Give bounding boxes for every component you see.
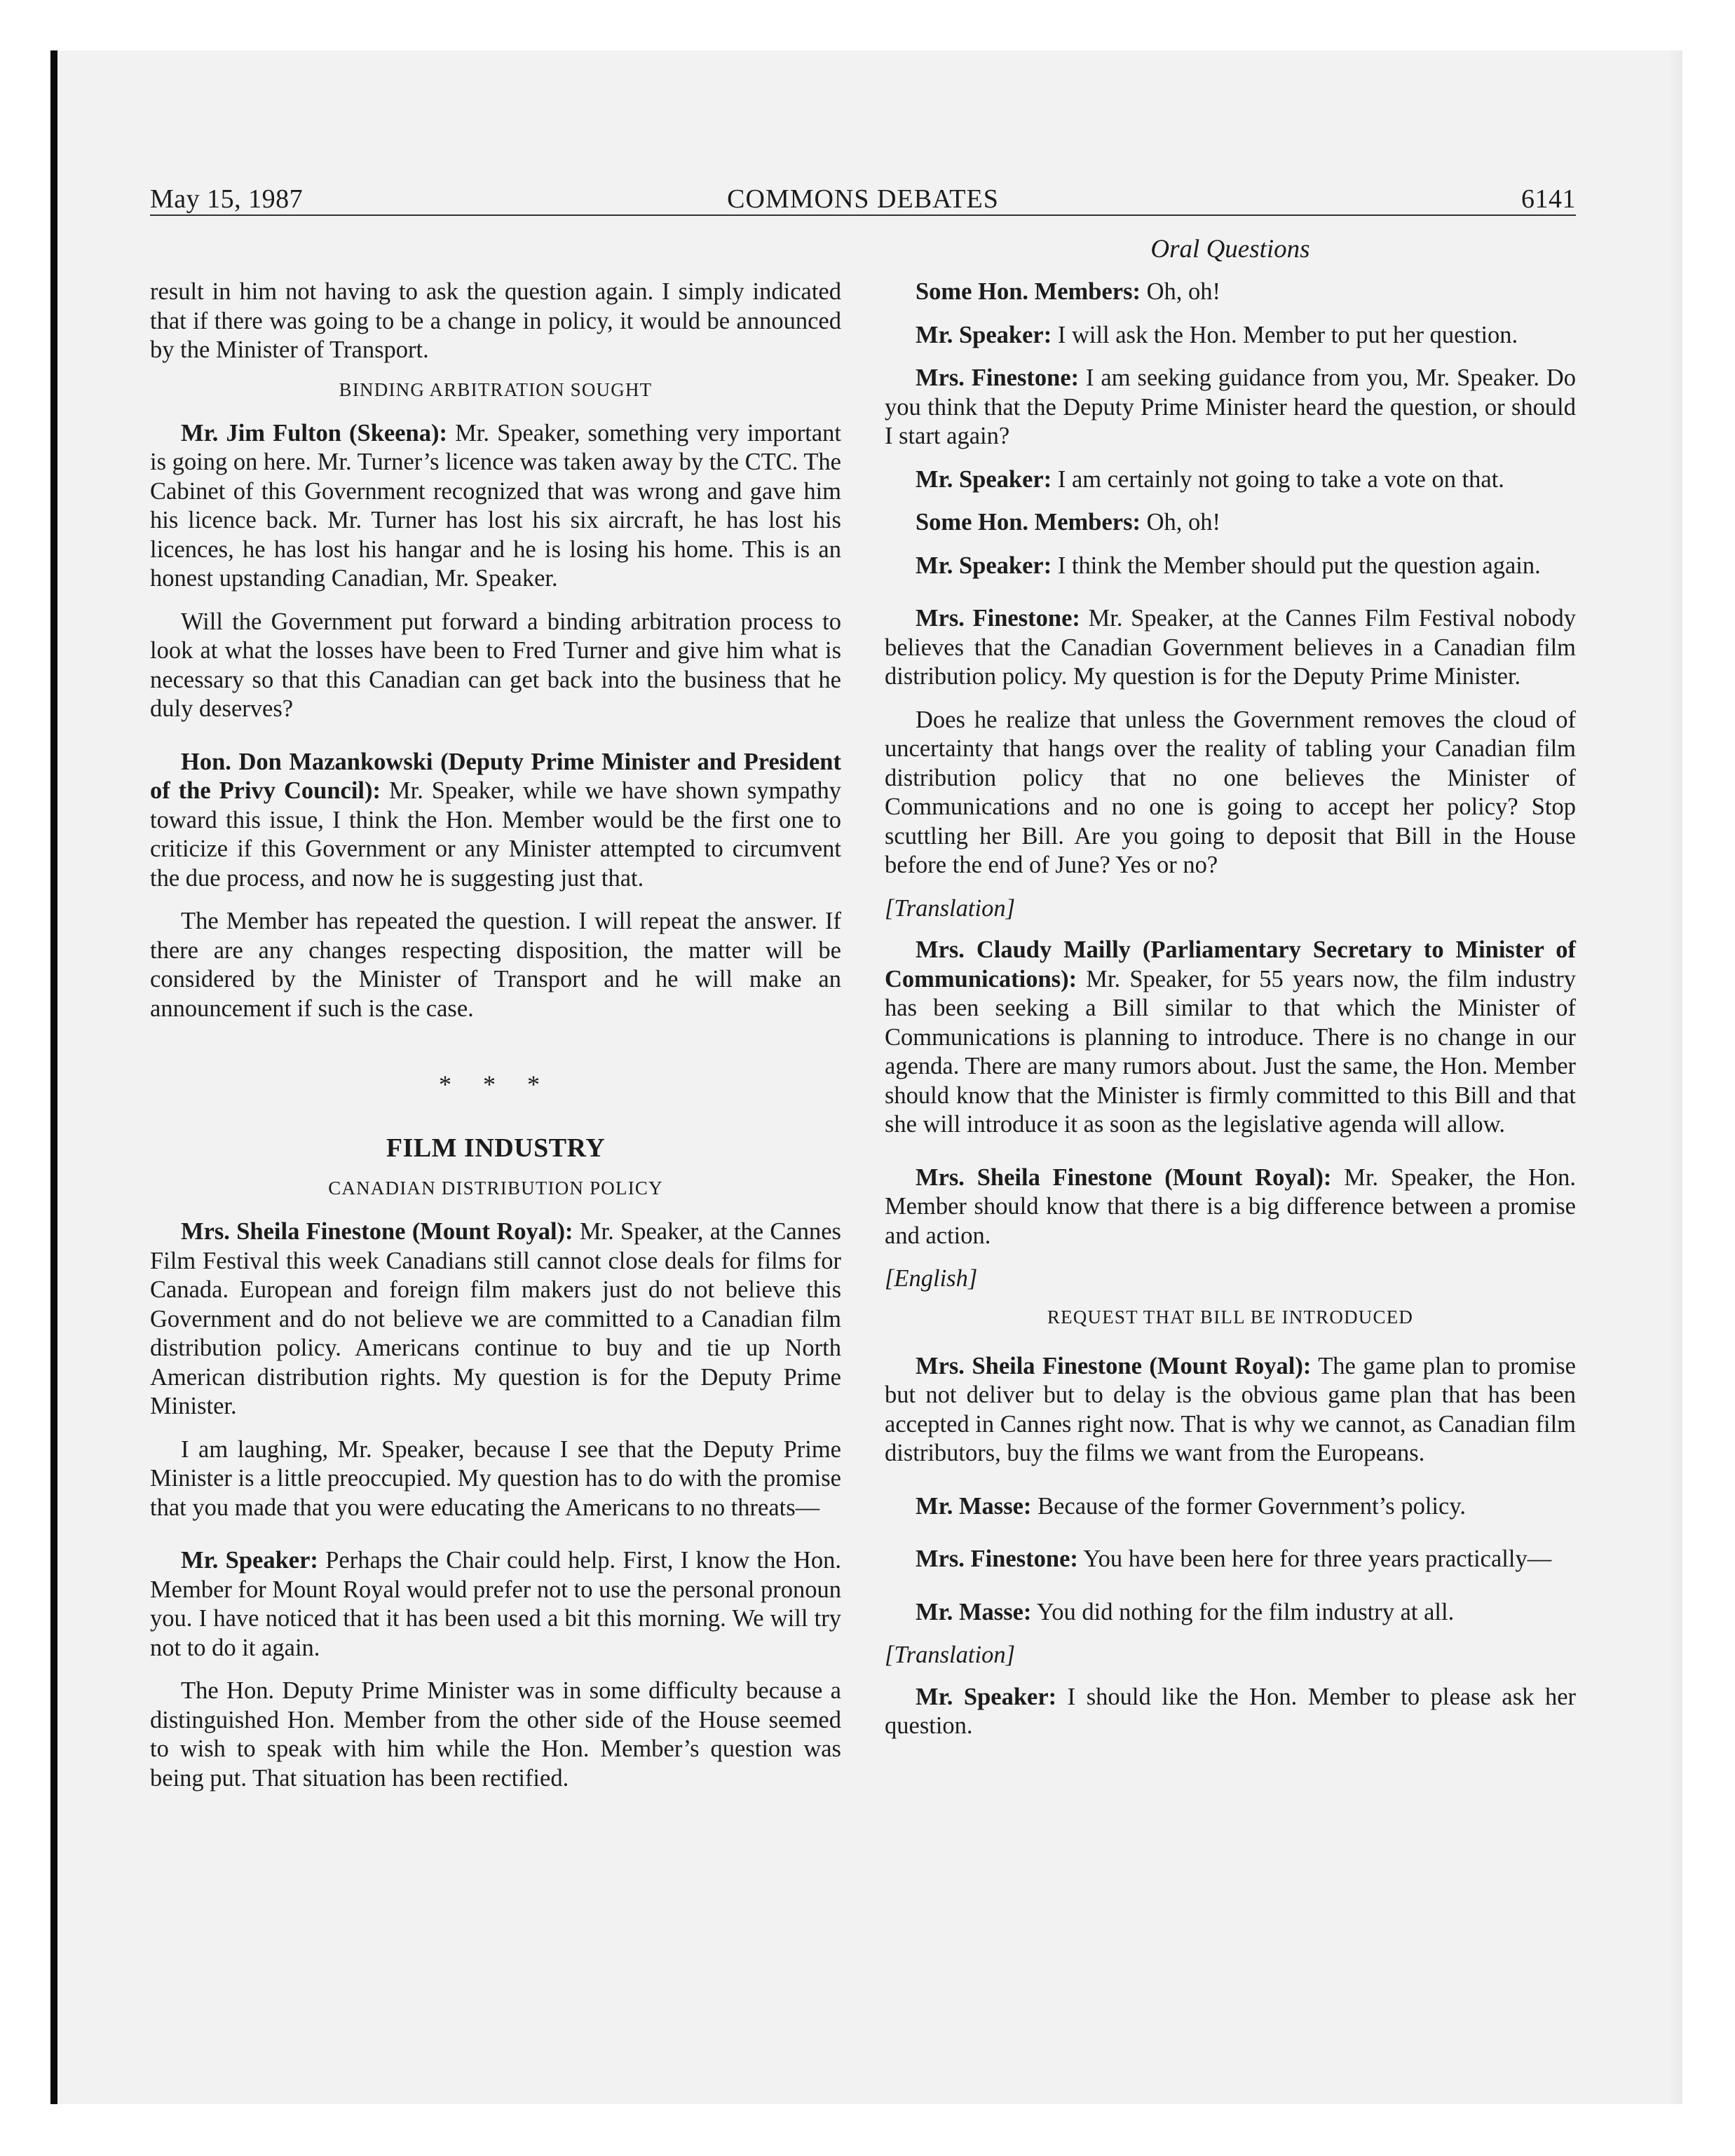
speech-text: Mr. Speaker, for 55 years now, the film industry has been seeking a Bill similar to that which the Minister of Communications is planning to introduce. There is no change in our agenda. There are many rumors about. Just the same, the Hon. Member should know that the Minister is firmly committed to this Bill and that she will introduce it as soon as the legislative agenda will allow.: [885, 965, 1576, 1138]
speech-text: The game plan to promise but not deliver but to delay is the obvious game plan that has been accepted in Cannes right now. That is why we cannot, as Canadian film distributors, buy the films we want from the Europeans.: [885, 1352, 1576, 1466]
paragraph: [885, 936, 1576, 1140]
paragraph: [885, 1598, 1576, 1628]
paragraph: [150, 419, 841, 594]
speaker-name: Mrs. Sheila Finestone (Mount Royal):: [916, 1164, 1332, 1191]
speaker-name: Mrs. Finestone:: [916, 364, 1080, 391]
header-date: May 15, 1987: [150, 184, 304, 214]
paragraph: [885, 1164, 1576, 1251]
speech-text: I think the Member should put the question again.: [1052, 552, 1541, 579]
speaker-name: Mr. Speaker:: [181, 1547, 318, 1574]
paragraph: Does he realize that unless the Government removes the cloud of uncertainty that hangs over the reality of tabling your Canadian film distribution policy that no one believes the Minister of Communications and no one is going to accept her policy? Stop scuttling her Bill. Are you going to deposit that Bill in the House before the end of June? Yes or no?: [885, 706, 1576, 878]
speech-text: Oh, oh!: [1140, 278, 1221, 305]
paragraph: result in him not having to ask the question again. I simply indicated that if there was going to be a change in policy, it would be announced by the Minister of Transport.: [150, 278, 841, 363]
speaker-name: Mrs. Sheila Finestone (Mount Royal):: [916, 1352, 1312, 1379]
header-title: COMMONS DEBATES: [727, 184, 999, 214]
speech-text: I am seeking guidance from you, Mr. Speaker. Do you think that the Deputy Prime Minister heard the question, or should I start again?: [885, 364, 1576, 449]
paragraph: [885, 1352, 1576, 1468]
speaker-name: Hon. Don Mazankowski (Deputy Prime Minister and President of the Privy Council):: [150, 748, 841, 804]
speaker-name: Mr. Speaker:: [916, 1683, 1057, 1710]
speaker-name: Some Hon. Members:: [916, 278, 1141, 305]
paragraph: [885, 321, 1576, 350]
subheading: CANADIAN DISTRIBUTION POLICY: [328, 1178, 663, 1199]
paragraph: [885, 465, 1576, 495]
paragraph: [885, 1545, 1576, 1574]
speech-text: Perhaps the Chair could help. First, I know the Hon. Member for Mount Royal would prefer not to use the personal pronoun you. I have noticed that it has been used a bit this morning. We will try not to do it again.: [150, 1547, 841, 1661]
speech-text: Mr. Speaker, at the Cannes Film Festival nobody believes that the Canadian Government believes in a Canadian film distribution policy. My question is for the Deputy Prime Minister.: [885, 605, 1576, 690]
paragraph: [150, 1217, 841, 1421]
left-column: [150, 278, 841, 1807]
paragraph: I am laughing, Mr. Speaker, because I see that the Deputy Prime Minister is a little preoccupied. My question has to do with the promise that you made that you were educating the Americans to no threats—: [150, 1435, 841, 1521]
speech-text: Mr. Speaker, while we have shown sympathy toward this issue, I think the Hon. Member would be the first one to criticize if this Government or any Minister attempted to circumvent the due process, and now he is suggesting just that.: [150, 777, 842, 892]
speaker-name: Mrs. Sheila Finestone (Mount Royal):: [181, 1218, 573, 1245]
speech-text: Mr. Speaker, the Hon. Member should know that there is a big difference between a promise and action.: [885, 1164, 1576, 1249]
speaker-name: Mrs. Finestone:: [916, 605, 1080, 632]
paragraph: [885, 364, 1576, 451]
right-column: [885, 278, 1576, 1755]
speech-text: You did nothing for the film industry at all.: [1031, 1598, 1455, 1625]
paragraph: [885, 1683, 1576, 1741]
language-marker: [Translation]: [885, 894, 1015, 922]
paragraph: [885, 1492, 1576, 1522]
speech-text: You have been here for three years practically—: [1077, 1546, 1552, 1572]
subheading: BINDING ARBITRATION SOUGHT: [339, 378, 653, 400]
section-separator: * * *: [439, 1070, 552, 1098]
paragraph: [150, 1546, 841, 1663]
speaker-name: Mr. Jim Fulton (Skeena):: [181, 419, 447, 446]
page-header: [150, 184, 1576, 216]
speaker-name: Mr. Speaker:: [916, 321, 1052, 348]
subheading: REQUEST THAT BILL BE INTRODUCED: [1047, 1306, 1414, 1328]
speech-text: Oh, oh!: [1140, 509, 1221, 535]
paragraph: Will the Government put forward a binding arbitration process to look at what the losses have been to Fred Turner and give him what is necessary so that this Canadian can get back into the business that he duly deserves?: [150, 608, 841, 722]
page-shadow: [1668, 50, 1682, 2104]
speech-text: I will ask the Hon. Member to put her question.: [1052, 321, 1518, 348]
paragraph: [885, 604, 1576, 692]
speech-text: Because of the former Government’s policy.: [1031, 1492, 1466, 1520]
speaker-name: Mr. Masse:: [916, 1492, 1032, 1520]
paragraph: [885, 508, 1576, 538]
speech-text: I am certainly not going to take a vote on that.: [1052, 465, 1504, 493]
speaker-name: Some Hon. Members:: [916, 509, 1141, 535]
language-marker: [English]: [885, 1265, 978, 1292]
page-number: 6141: [1521, 184, 1576, 214]
language-marker: [Translation]: [885, 1642, 1015, 1668]
section-heading: FILM INDUSTRY: [386, 1133, 606, 1163]
scan-border: [50, 50, 57, 2104]
speaker-name: Mr. Speaker:: [916, 465, 1052, 493]
running-head: Oral Questions: [1150, 235, 1310, 264]
paragraph: [885, 552, 1576, 581]
speaker-name: Mrs. Claudy Mailly (Parliamentary Secretary to Minister of Communications):: [885, 936, 1576, 992]
speech-text: Mr. Speaker, at the Cannes Film Festival this week Canadians still cannot close deals for films for Canada. European and foreign film makers just do not believe this Government and do not believe we are committed to a Canadian film distribution policy. Americans continue to buy and tie up North American distribution rights. My question is for the Deputy Prime Minister.: [150, 1218, 841, 1419]
paragraph: The Member has repeated the question. I will repeat the answer. If there are any changes respecting disposition, the matter will be considered by the Minister of Transport and he will make an announcement if such is the case.: [150, 908, 841, 1022]
speaker-name: Mr. Masse:: [916, 1598, 1032, 1625]
paragraph: [150, 748, 841, 894]
speech-text: I should like the Hon. Member to please ask her question.: [885, 1683, 1576, 1739]
speech-text: Mr. Speaker, something very important is going on here. Mr. Turner’s licence was taken away by the CTC. The Cabinet of this Government recognized that was wrong and gave him his licence back. Mr. Turner has lost his six aircraft, he has lost his licences, he has lost his hangar and he is losing his home. This is an honest upstanding Canadian, Mr. Speaker.: [150, 419, 841, 592]
speaker-name: Mrs. Finestone:: [916, 1546, 1078, 1572]
paragraph: The Hon. Deputy Prime Minister was in some difficulty because a distinguished Hon. Member from the other side of the House seemed to wish to speak with him while the Hon. Member’s question was being put. That situation has been rectified.: [150, 1677, 841, 1792]
speaker-name: Mr. Speaker:: [916, 552, 1052, 579]
paragraph: [885, 278, 1576, 307]
